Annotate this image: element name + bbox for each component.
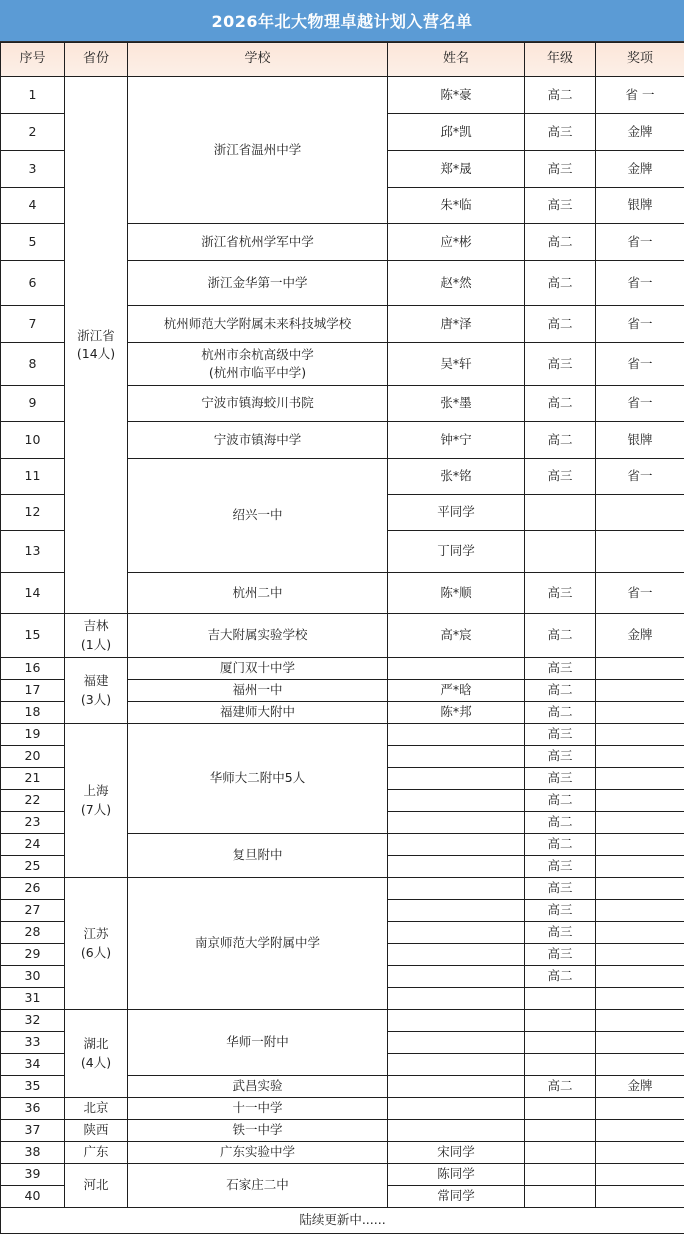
- col-header-province: 省份: [65, 43, 128, 77]
- award-cell: [596, 1098, 684, 1120]
- table-row: [1, 878, 684, 900]
- award-cell: [596, 495, 684, 531]
- name-cell: [388, 900, 525, 922]
- grade-cell: [525, 1032, 596, 1054]
- grade-cell: 高三: [525, 922, 596, 944]
- province-count: (7人): [80, 801, 112, 817]
- province-count: (3人): [80, 691, 112, 707]
- name-cell: [388, 988, 525, 1010]
- name-cell: [388, 1032, 525, 1054]
- seq-cell: 31: [1, 988, 65, 1010]
- school-cell: 宁波市镇海蛟川书院: [128, 386, 388, 422]
- grade-cell: 高三: [525, 573, 596, 614]
- seq-cell: 30: [1, 966, 65, 988]
- province-cell: [65, 614, 128, 658]
- sheet-title: 2026年北大物理卓越计划入营名单: [0, 0, 684, 42]
- province-cell: 陕西: [65, 1120, 128, 1142]
- name-cell: 高*宸: [388, 614, 525, 658]
- seq-cell: 34: [1, 1054, 65, 1076]
- grade-cell: 高二: [525, 812, 596, 834]
- seq-cell: 25: [1, 856, 65, 878]
- col-header-seq: 序号: [1, 43, 65, 77]
- name-cell: [388, 812, 525, 834]
- table-row: [1, 614, 684, 658]
- name-cell: 朱*临: [388, 188, 525, 224]
- province-count: (6人): [80, 944, 112, 960]
- school-cell: [128, 343, 388, 386]
- school-cell: 浙江省温州中学: [128, 77, 388, 224]
- grade-cell: 高三: [525, 658, 596, 680]
- name-cell: 平同学: [388, 495, 525, 531]
- seq-cell: 22: [1, 790, 65, 812]
- grade-cell: 高二: [525, 261, 596, 306]
- grade-cell: [525, 1142, 596, 1164]
- school-alias-line: (杭州市临平中学): [208, 365, 307, 380]
- roster-table: [0, 42, 684, 1234]
- award-cell: [596, 944, 684, 966]
- award-cell: [596, 702, 684, 724]
- award-cell: [596, 1142, 684, 1164]
- seq-cell: 16: [1, 658, 65, 680]
- footer-row: [1, 1208, 684, 1234]
- seq-cell: 27: [1, 900, 65, 922]
- award-cell: [596, 680, 684, 702]
- name-cell: 邱*凯: [388, 114, 525, 151]
- school-cell: 华师一附中: [128, 1010, 388, 1076]
- award-cell: [596, 812, 684, 834]
- grade-cell: 高三: [525, 878, 596, 900]
- grade-cell: 高三: [525, 459, 596, 495]
- grade-cell: 高三: [525, 746, 596, 768]
- name-cell: [388, 944, 525, 966]
- award-cell: [596, 966, 684, 988]
- award-cell: [596, 1010, 684, 1032]
- award-cell: [596, 988, 684, 1010]
- school-cell: 复旦附中: [128, 834, 388, 878]
- table-row: [1, 724, 684, 746]
- school-cell: 浙江省杭州学军中学: [128, 224, 388, 261]
- grade-cell: 高二: [525, 834, 596, 856]
- province-name: 江苏: [83, 926, 109, 942]
- name-cell: 吴*轩: [388, 343, 525, 386]
- grade-cell: 高二: [525, 386, 596, 422]
- award-cell: 银牌: [596, 422, 684, 459]
- award-cell: [596, 900, 684, 922]
- grade-cell: [525, 1186, 596, 1208]
- school-cell: 吉大附属实验学校: [128, 614, 388, 658]
- award-cell: 银牌: [596, 188, 684, 224]
- name-cell: 应*彬: [388, 224, 525, 261]
- seq-cell: 17: [1, 680, 65, 702]
- seq-cell: 28: [1, 922, 65, 944]
- header-row: [1, 43, 684, 77]
- seq-cell: 18: [1, 702, 65, 724]
- name-cell: 郑*晟: [388, 151, 525, 188]
- school-cell: 南京师范大学附属中学: [128, 878, 388, 1010]
- award-cell: [596, 878, 684, 900]
- seq-cell: 33: [1, 1032, 65, 1054]
- award-cell: 省一: [596, 343, 684, 386]
- seq-cell: 9: [1, 386, 65, 422]
- school-cell: 宁波市镇海中学: [128, 422, 388, 459]
- province-cell: [65, 724, 128, 878]
- province-count: (4人): [80, 1054, 112, 1070]
- name-cell: [388, 878, 525, 900]
- award-cell: [596, 724, 684, 746]
- award-cell: 金牌: [596, 614, 684, 658]
- name-cell: [388, 768, 525, 790]
- seq-cell: 15: [1, 614, 65, 658]
- grade-cell: [525, 495, 596, 531]
- province-cell: 河北: [65, 1164, 128, 1208]
- name-cell: [388, 1120, 525, 1142]
- grade-cell: 高二: [525, 702, 596, 724]
- province-count: (14人): [76, 346, 116, 361]
- seq-cell: 2: [1, 114, 65, 151]
- award-cell: [596, 1032, 684, 1054]
- grade-cell: 高三: [525, 343, 596, 386]
- table-row: [1, 658, 684, 680]
- name-cell: 张*墨: [388, 386, 525, 422]
- name-cell: [388, 790, 525, 812]
- province-cell: [65, 658, 128, 724]
- school-cell: 厦门双十中学: [128, 658, 388, 680]
- name-cell: 宋同学: [388, 1142, 525, 1164]
- name-cell: [388, 746, 525, 768]
- grade-cell: 高三: [525, 188, 596, 224]
- grade-cell: 高三: [525, 900, 596, 922]
- seq-cell: 19: [1, 724, 65, 746]
- seq-cell: 13: [1, 531, 65, 573]
- grade-cell: 高三: [525, 944, 596, 966]
- province-name: 福建: [83, 673, 109, 689]
- name-cell: 陈*顺: [388, 573, 525, 614]
- school-cell: 福建师大附中: [128, 702, 388, 724]
- name-cell: 唐*泽: [388, 306, 525, 343]
- award-cell: [596, 922, 684, 944]
- grade-cell: [525, 1054, 596, 1076]
- award-cell: 省一: [596, 224, 684, 261]
- seq-cell: 29: [1, 944, 65, 966]
- school-cell: 福州一中: [128, 680, 388, 702]
- update-note: 陆续更新中......: [1, 1208, 684, 1234]
- grade-cell: 高二: [525, 1076, 596, 1098]
- grade-cell: [525, 1120, 596, 1142]
- seq-cell: 4: [1, 188, 65, 224]
- table-row: [1, 1142, 684, 1164]
- province-cell: 广东: [65, 1142, 128, 1164]
- name-cell: 陈*豪: [388, 77, 525, 114]
- school-cell: 杭州二中: [128, 573, 388, 614]
- award-cell: 省 一: [596, 77, 684, 114]
- award-cell: 金牌: [596, 1076, 684, 1098]
- grade-cell: 高三: [525, 768, 596, 790]
- province-cell: [65, 878, 128, 1010]
- award-cell: [596, 1054, 684, 1076]
- school-cell: 杭州师范大学附属未来科技城学校: [128, 306, 388, 343]
- school-cell: 武昌实验: [128, 1076, 388, 1098]
- award-cell: 金牌: [596, 114, 684, 151]
- name-cell: [388, 658, 525, 680]
- school-cell: 广东实验中学: [128, 1142, 388, 1164]
- name-cell: 严*晗: [388, 680, 525, 702]
- province-name: 吉林: [83, 618, 109, 634]
- seq-cell: 40: [1, 1186, 65, 1208]
- seq-cell: 37: [1, 1120, 65, 1142]
- award-cell: [596, 658, 684, 680]
- seq-cell: 14: [1, 573, 65, 614]
- grade-cell: [525, 531, 596, 573]
- award-cell: 省一: [596, 573, 684, 614]
- name-cell: [388, 834, 525, 856]
- school-cell: 绍兴一中: [128, 459, 388, 573]
- seq-cell: 11: [1, 459, 65, 495]
- grade-cell: [525, 1010, 596, 1032]
- seq-cell: 20: [1, 746, 65, 768]
- name-cell: [388, 966, 525, 988]
- name-cell: [388, 922, 525, 944]
- seq-cell: 12: [1, 495, 65, 531]
- name-cell: [388, 724, 525, 746]
- seq-cell: 23: [1, 812, 65, 834]
- province-cell: [65, 1010, 128, 1098]
- province-name: 湖北: [83, 1036, 109, 1052]
- table-row: [1, 1010, 684, 1032]
- school-cell: 浙江金华第一中学: [128, 261, 388, 306]
- grade-cell: 高三: [525, 724, 596, 746]
- school-cell: 铁一中学: [128, 1120, 388, 1142]
- table-row: [1, 1164, 684, 1186]
- grade-cell: 高二: [525, 790, 596, 812]
- name-cell: 陈同学: [388, 1164, 525, 1186]
- award-cell: [596, 1164, 684, 1186]
- award-cell: 省一: [596, 306, 684, 343]
- col-header-award: 奖项: [596, 43, 684, 77]
- grade-cell: 高二: [525, 614, 596, 658]
- name-cell: [388, 1054, 525, 1076]
- school-name-line: 杭州市余杭高级中学: [201, 346, 314, 362]
- name-cell: 钟*宁: [388, 422, 525, 459]
- grade-cell: 高三: [525, 114, 596, 151]
- award-cell: [596, 790, 684, 812]
- seq-cell: 36: [1, 1098, 65, 1120]
- award-cell: 省一: [596, 386, 684, 422]
- seq-cell: 21: [1, 768, 65, 790]
- province-name: 浙江省: [77, 327, 115, 343]
- col-header-school: 学校: [128, 43, 388, 77]
- col-header-grade: 年级: [525, 43, 596, 77]
- grade-cell: 高三: [525, 151, 596, 188]
- name-cell: 常同学: [388, 1186, 525, 1208]
- province-count: (1人): [80, 636, 112, 652]
- seq-cell: 10: [1, 422, 65, 459]
- seq-cell: 32: [1, 1010, 65, 1032]
- grade-cell: 高二: [525, 422, 596, 459]
- col-header-name: 姓名: [388, 43, 525, 77]
- province-cell: 北京: [65, 1098, 128, 1120]
- award-cell: [596, 834, 684, 856]
- name-cell: [388, 1098, 525, 1120]
- award-cell: [596, 746, 684, 768]
- school-cell: 十一中学: [128, 1098, 388, 1120]
- seq-cell: 8: [1, 343, 65, 386]
- name-cell: 陈*邦: [388, 702, 525, 724]
- seq-cell: 3: [1, 151, 65, 188]
- seq-cell: 26: [1, 878, 65, 900]
- seq-cell: 39: [1, 1164, 65, 1186]
- grade-cell: 高二: [525, 680, 596, 702]
- seq-cell: 35: [1, 1076, 65, 1098]
- province-cell: [65, 77, 128, 614]
- grade-cell: 高二: [525, 966, 596, 988]
- award-cell: [596, 856, 684, 878]
- seq-cell: 38: [1, 1142, 65, 1164]
- award-cell: [596, 531, 684, 573]
- province-name: 上海: [83, 783, 109, 799]
- award-cell: [596, 1120, 684, 1142]
- seq-cell: 24: [1, 834, 65, 856]
- school-cell: 华师大二附中5人: [128, 724, 388, 834]
- grade-cell: 高三: [525, 856, 596, 878]
- name-cell: 张*铭: [388, 459, 525, 495]
- name-cell: [388, 856, 525, 878]
- seq-cell: 6: [1, 261, 65, 306]
- award-cell: 省一: [596, 459, 684, 495]
- grade-cell: [525, 988, 596, 1010]
- table-row: [1, 77, 684, 114]
- grade-cell: [525, 1098, 596, 1120]
- school-cell: 石家庄二中: [128, 1164, 388, 1208]
- seq-cell: 5: [1, 224, 65, 261]
- name-cell: [388, 1076, 525, 1098]
- name-cell: 赵*然: [388, 261, 525, 306]
- name-cell: [388, 1010, 525, 1032]
- award-cell: 金牌: [596, 151, 684, 188]
- grade-cell: 高二: [525, 224, 596, 261]
- name-cell: 丁同学: [388, 531, 525, 573]
- table-row: [1, 1120, 684, 1142]
- grade-cell: [525, 1164, 596, 1186]
- grade-cell: 高二: [525, 306, 596, 343]
- seq-cell: 7: [1, 306, 65, 343]
- table-row: [1, 1098, 684, 1120]
- award-cell: [596, 1186, 684, 1208]
- seq-cell: 1: [1, 77, 65, 114]
- award-cell: 省一: [596, 261, 684, 306]
- award-cell: [596, 768, 684, 790]
- grade-cell: 高二: [525, 77, 596, 114]
